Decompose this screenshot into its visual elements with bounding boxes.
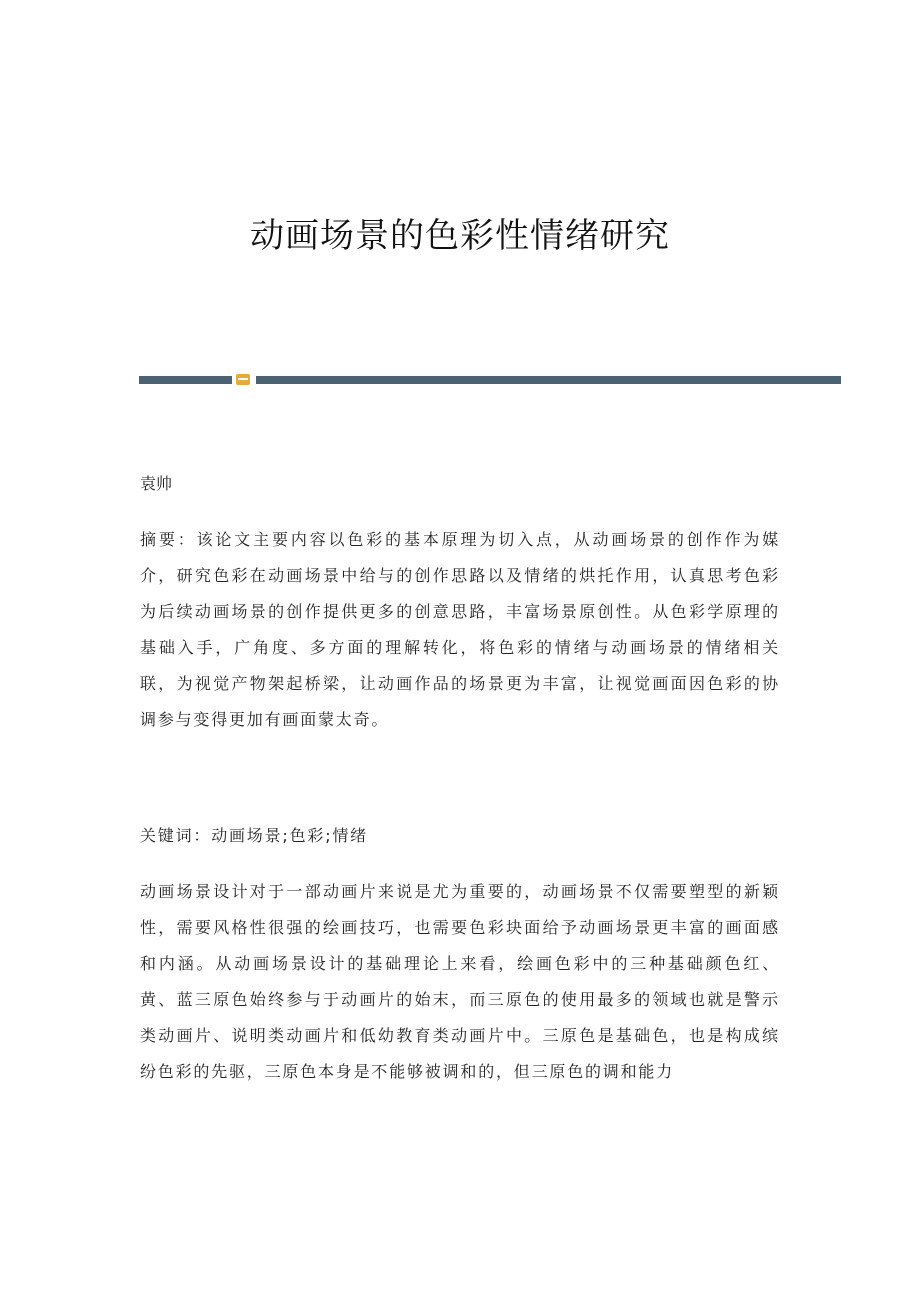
- abstract-paragraph: 摘要：该论文主要内容以色彩的基本原理为切入点，从动画场景的创作作为媒介，研究色彩在动画场景中给与的创作思路以及情绪的烘托作用，认真思考色彩为后续动画场景的创作提供更多的创意思路，丰富场景原创性。从色彩学原理的基础入手，广角度、多方面的理解转化，将色彩的情绪与动画场景的情绪相关联，为视觉产物架起桥梁，让动画作品的场景更为丰富，让视觉画面因色彩的协调参与变得更加有画面蒙太奇。: [140, 530, 780, 729]
- document-title: 动画场景的色彩性情绪研究: [250, 216, 670, 256]
- divider-bar-left: [139, 376, 232, 384]
- author-name: 袁帅: [140, 474, 173, 493]
- bookmark-icon: [236, 374, 250, 385]
- keywords-line: 关键词：动画场景;色彩;情绪: [140, 826, 368, 845]
- body-paragraph: 动画场景设计对于一部动画片来说是尤为重要的，动画场景不仅需要塑型的新颖性，需要风格性很强的绘画技巧，也需要色彩块面给予动画场景更丰富的画面感和内涵。从动画场景设计的基础理论上来看，绘画色彩中的三种基础颜色红、黄、蓝三原色始终参与于动画片的始末，而三原色的使用最多的领域也就是警示类动画片、说明类动画片和低幼教育类动画片中。三原色是基础色，也是构成缤纷色彩的先驱，三原色本身是不能够被调和的，但三原色的调和能力: [140, 882, 780, 1081]
- divider-bar-right: [256, 376, 841, 384]
- title-divider: [139, 373, 841, 385]
